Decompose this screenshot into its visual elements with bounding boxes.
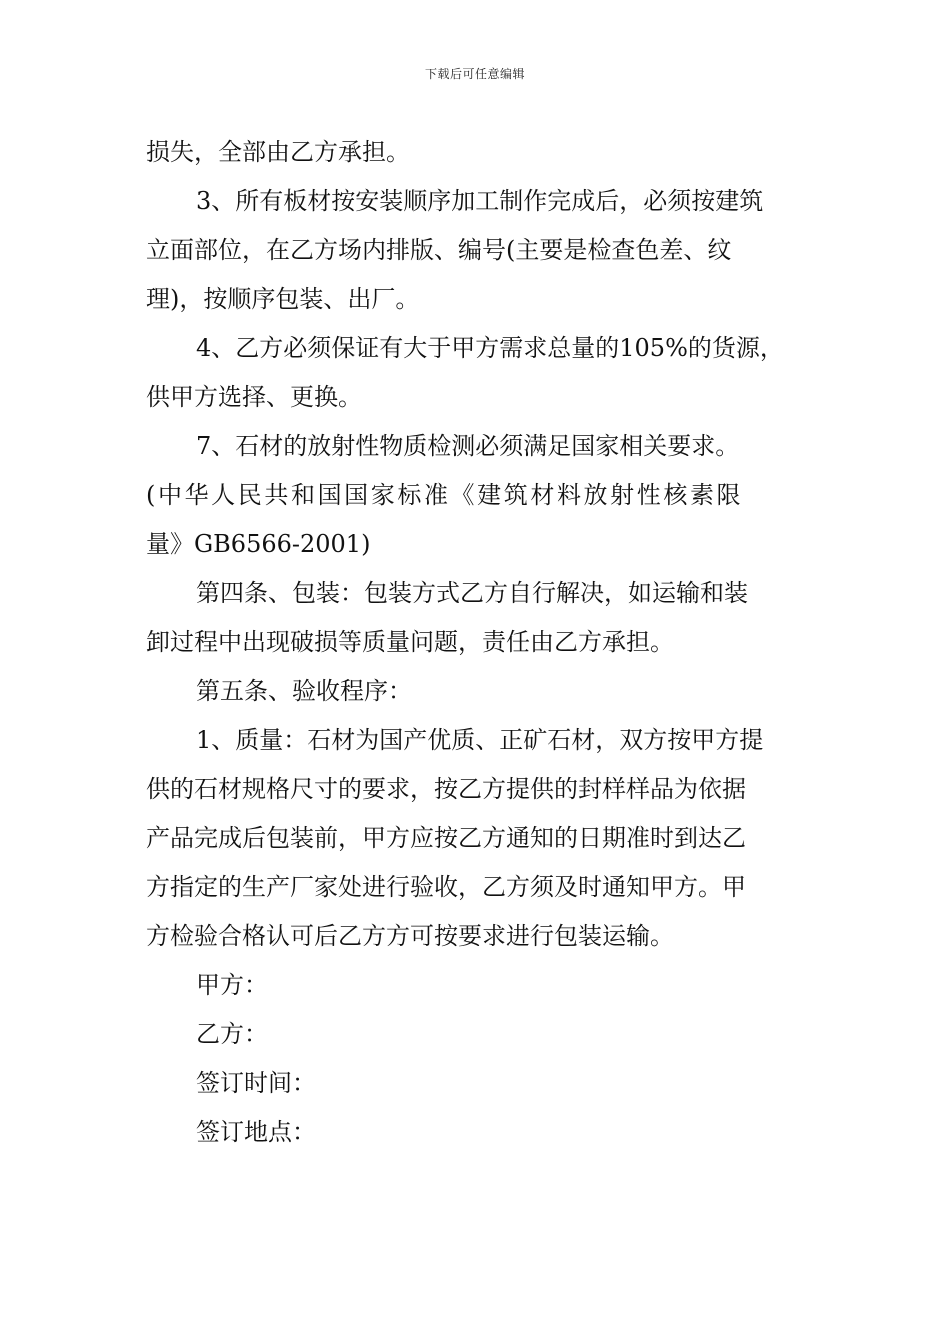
signing-place-field: 签订地点：	[196, 1118, 316, 1146]
signature-field-party-b: 乙方：	[196, 1020, 268, 1048]
paragraph-line: 3、所有板材按安装顺序加工制作完成后，必须按建筑	[196, 187, 764, 215]
paragraph-line: 7、石材的放射性物质检测必须满足国家相关要求。	[196, 432, 740, 460]
paragraph-line: 第四条、包装：包装方式乙方自行解决，如运输和装	[196, 579, 748, 607]
paragraph-line: 方指定的生产厂家处进行验收，乙方须及时通知甲方。甲	[146, 873, 746, 901]
paragraph-line: 供甲方选择、更换。	[146, 383, 362, 411]
document-body	[146, 128, 806, 1157]
paragraph-line: 方检验合格认可后乙方方可按要求进行包装运输。	[146, 922, 674, 950]
signature-field-party-a: 甲方：	[196, 971, 268, 999]
paragraph-line: (中华人民共和国国家标准《建筑材料放射性核素限	[146, 481, 744, 509]
paragraph-line: 卸过程中出现破损等质量问题，责任由乙方承担。	[146, 628, 674, 656]
page-header-note: 下载后可任意编辑	[424, 67, 525, 81]
paragraph-line: 4、乙方必须保证有大于甲方需求总量的105%的货源，	[196, 334, 784, 362]
paragraph-line: 量》GB6566-2001)	[146, 530, 371, 558]
section-heading: 第五条、验收程序：	[196, 677, 412, 705]
paragraph-line: 产品完成后包装前，甲方应按乙方通知的日期准时到达乙	[146, 824, 746, 852]
paragraph-line: 损失，全部由乙方承担。	[146, 138, 410, 166]
paragraph-line: 理)，按顺序包装、出厂。	[146, 285, 420, 313]
paragraph-line: 1、质量：石材为国产优质、正矿石材，双方按甲方提	[196, 726, 764, 754]
signing-time-field: 签订时间：	[196, 1069, 316, 1097]
paragraph-line: 立面部位，在乙方场内排版、编号(主要是检查色差、纹	[146, 236, 732, 264]
paragraph-line: 供的石材规格尺寸的要求，按乙方提供的封样样品为依据	[146, 775, 746, 803]
